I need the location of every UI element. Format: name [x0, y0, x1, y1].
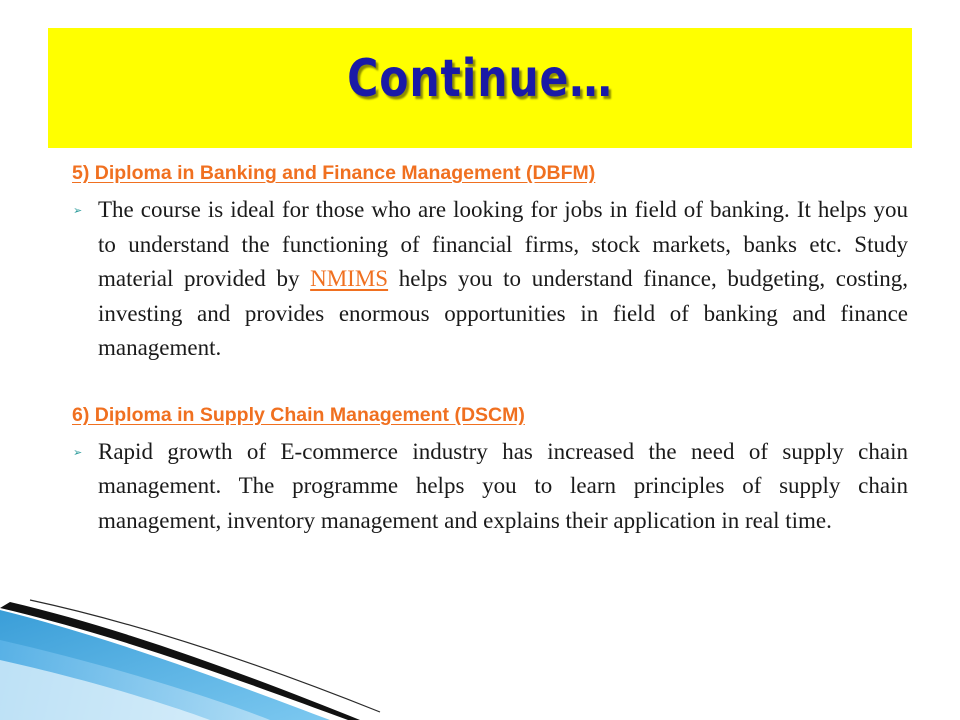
arrow-bullet-icon: ➢ [73, 204, 83, 217]
bullet-dscm [72, 435, 908, 539]
section-dbfm [72, 162, 908, 366]
section-spacer [72, 366, 908, 404]
slide-content [72, 162, 908, 538]
slide-title: Continue… [347, 49, 613, 109]
bullet-dbfm-text-2: helps you to understand finance, budgeting, costing, investing and provides enormous opportunities in field of banking and finance management. [98, 266, 908, 360]
arrow-bullet-icon: ➢ [73, 445, 83, 459]
section-dscm [72, 404, 908, 539]
bullet-dbfm-text-1: The course is ideal for those who are looking for jobs in field of banking. It helps you to understand the functioning of financial firms, stock markets, banks etc. Study material provided by [98, 197, 908, 291]
bullet-dscm-text: Rapid growth of E-commerce industry has increased the need of supply chain management. The programme helps you to learn principles of supply chain management, inventory management and explains their application in real time. [98, 438, 908, 533]
section-heading-dscm: 6) Diploma in Supply Chain Management (DSCM) [72, 403, 525, 426]
section-heading-dbfm: 5) Diploma in Banking and Finance Management (DBFM) [72, 162, 596, 184]
bullet-dbfm [72, 193, 908, 366]
nmims-link[interactable]: NMIMS [310, 266, 389, 291]
title-banner [48, 28, 912, 148]
